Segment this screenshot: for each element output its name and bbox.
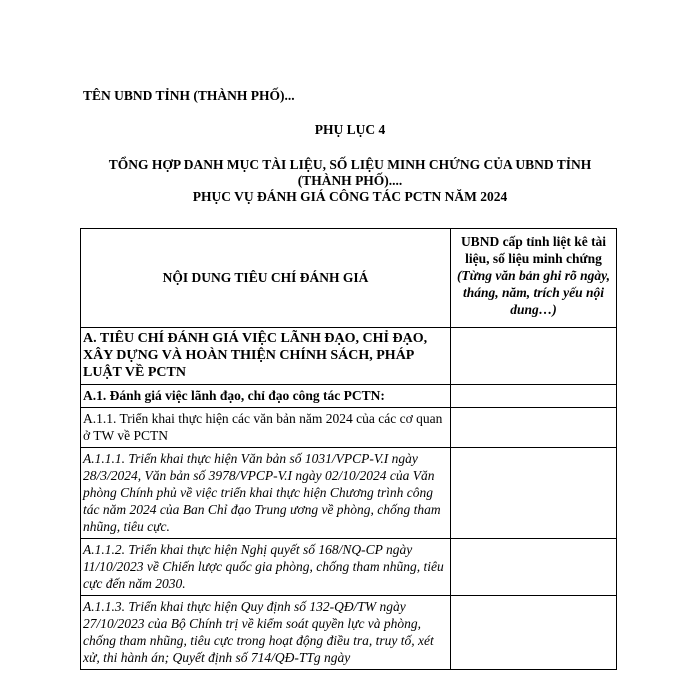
evidence-header-note: (Từng văn bản ghi rõ ngày, tháng, năm, trích yếu nội dung…) xyxy=(456,268,611,317)
table-row xyxy=(81,328,617,385)
table-row xyxy=(81,539,617,596)
table-row xyxy=(81,596,617,670)
criteria-cell: A. TIÊU CHÍ ĐÁNH GIÁ VIỆC LÃNH ĐẠO, CHỈ ĐẠO, XÂY DỰNG VÀ HOÀN THIỆN CHÍNH SÁCH, PHÁP LUẬT VỀ PCTN xyxy=(81,328,451,385)
evidence-cell xyxy=(451,539,617,596)
document-title xyxy=(80,157,620,205)
evidence-cell xyxy=(451,385,617,408)
criteria-cell: A.1. Đánh giá việc lãnh đạo, chỉ đạo công tác PCTN: xyxy=(81,385,451,408)
evidence-cell xyxy=(451,596,617,670)
evidence-column-header xyxy=(451,229,617,328)
criteria-cell: A.1.1.3. Triển khai thực hiện Quy định số 132-QĐ/TW ngày 27/10/2023 của Bộ Chính trị về kiểm soát quyền lực và phòng, chống tham nhũng, tiêu cực trong hoạt động điều tra, truy tố, xét xử, thi hành án; Quyết định số 714/QĐ-TTg ngày xyxy=(81,596,451,670)
evidence-cell xyxy=(451,328,617,385)
evidence-cell xyxy=(451,408,617,448)
title-line-1: TỔNG HỢP DANH MỤC TÀI LIỆU, SỐ LIỆU MINH CHỨNG CỦA UBND TỈNH xyxy=(108,157,592,172)
criteria-cell: A.1.1.1. Triển khai thực hiện Văn bản số 1031/VPCP-V.I ngày 28/3/2024, Văn bản số 3978/VPCP-V.I ngày 02/10/2024 của Văn phòng Chính phủ về việc triển khai thực hiện Chương trình công tác năm 2024 của Ban Chỉ đạo Trung ương về phòng, chống tham nhũng, tiêu cực. xyxy=(81,448,451,539)
criteria-column-header: NỘI DUNG TIÊU CHÍ ĐÁNH GIÁ xyxy=(81,229,451,328)
title-line-2: (THÀNH PHỐ).... xyxy=(297,173,403,188)
evidence-cell xyxy=(451,448,617,539)
title-line-3: PHỤC VỤ ĐÁNH GIÁ CÔNG TÁC PCTN NĂM 2024 xyxy=(192,189,508,204)
criteria-cell: A.1.1. Triển khai thực hiện các văn bản năm 2024 của các cơ quan ở TW về PCTN xyxy=(81,408,451,448)
evidence-header-main: UBND cấp tỉnh liệt kê tài liệu, số liệu minh chứng xyxy=(460,234,607,266)
evidence-table xyxy=(80,228,617,670)
organization-name: TÊN UBND TỈNH (THÀNH PHỐ)... xyxy=(83,88,295,103)
table-row xyxy=(81,448,617,539)
table-row xyxy=(81,385,617,408)
table-row xyxy=(81,408,617,448)
criteria-cell: A.1.1.2. Triển khai thực hiện Nghị quyết số 168/NQ-CP ngày 11/10/2023 về Chiến lược quốc gia phòng, chống tham nhũng, tiêu cực đến năm 2030. xyxy=(81,539,451,596)
table-header-row xyxy=(81,229,617,328)
appendix-label: PHỤ LỤC 4 xyxy=(314,122,386,137)
